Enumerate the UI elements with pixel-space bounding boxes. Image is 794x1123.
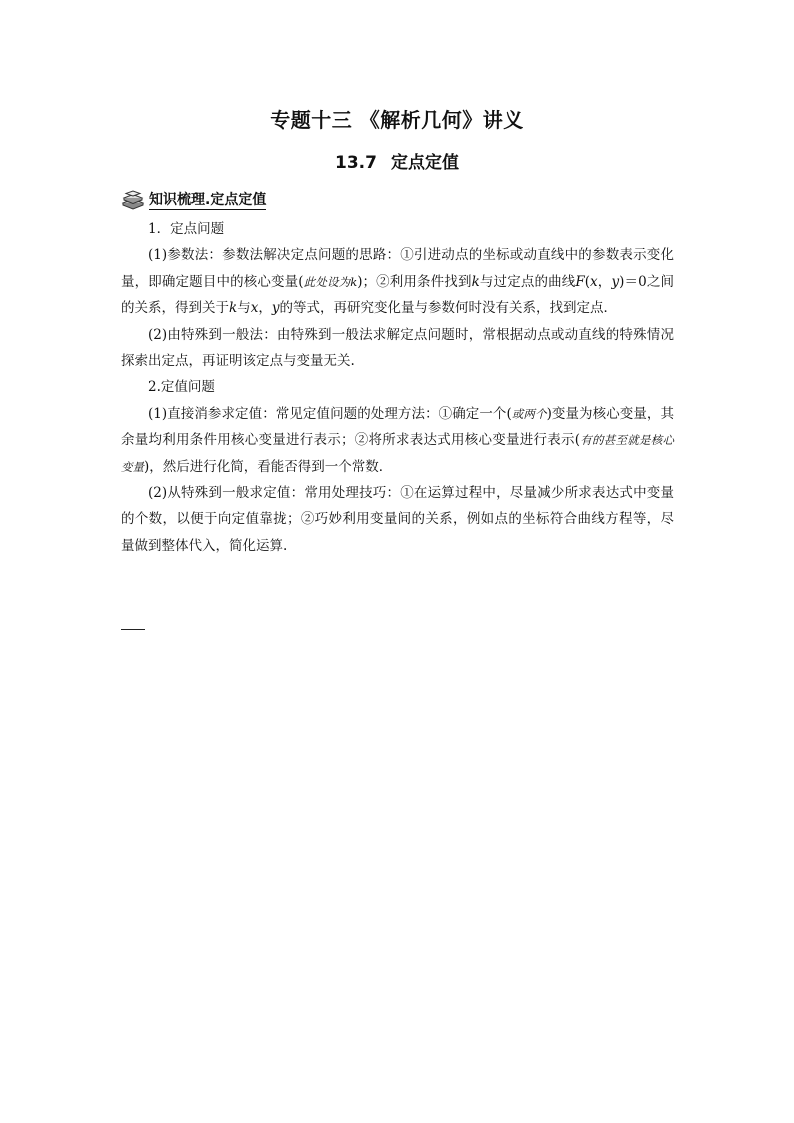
p1-text-head: (1)参数法：参数法解决定点问题的思路：①引进动点的坐标或动直线中的参数表示变化量，即确定题目中的核心变量(: [121, 247, 674, 290]
p1-and: 与: [237, 300, 251, 317]
paragraph-special-to-general: (2)由特殊到一般法：由特殊到一般法求解定点问题时，常根据动点或动直线的特殊情况探索出定点，再证明该定点与变量无关.: [121, 326, 674, 370]
knowledge-header: [121, 189, 266, 211]
paragraph-parameter-method: [121, 242, 674, 321]
end-rule: [121, 629, 145, 630]
p1-var-y: y: [611, 273, 620, 290]
heading-fixed-point: 1．定点问题: [148, 221, 225, 237]
p3-text-head: (1)直接消参求定值：常见定值问题的处理方法：①确定一个(: [148, 405, 512, 422]
heading-fixed-value: 2.定值问题: [148, 379, 215, 396]
p3-text-mid: )变量为核心变量，其余量均利用条件用核心变量进行表示；②将所求表达式用核心变量进行表示(: [121, 405, 674, 449]
stacked-books-icon: [121, 190, 145, 210]
p1-paren-open: (: [584, 273, 591, 290]
p1-var-k2: k: [229, 300, 238, 317]
document-title: 专题十三 《解析几何》讲义: [270, 108, 524, 132]
p1-var-x2: x: [250, 300, 259, 317]
document-body: [121, 216, 674, 559]
section-number: 13.7: [335, 153, 377, 173]
p1-comma2: ，: [258, 300, 272, 317]
paragraph-special-to-general-value: (2)从特殊到一般求定值：常用处理技巧：①在运算过程中，尽量减少所求表达式中变量的个数，以便于向定值靠拢；②巧妙利用变量间的关系，例如点的坐标符合曲线方程等，尽量做到整体代入，简化运算.: [121, 485, 674, 554]
p1-text-tail: 的等式，再研究变化量与参数何时没有关系，找到定点．: [279, 300, 617, 317]
p1-var-x: x: [590, 273, 598, 290]
p1-text-mid1: )；②利用条件找到: [357, 273, 472, 290]
p1-var-y2: y: [271, 300, 280, 317]
section-title: 定点定值: [390, 153, 459, 173]
p1-var-F: F: [575, 273, 585, 290]
p1-var-k: k: [471, 273, 480, 290]
p3-text-tail: )，然后进行化简，看能否得到一个常数．: [144, 458, 393, 475]
p1-comma: ，: [597, 273, 612, 290]
knowledge-label: 知识梳理.定点定值: [149, 191, 267, 208]
p1-text-mid2: 与过定点的曲线: [479, 273, 576, 290]
p1-paren-close: )＝0之间的关系，得到关于: [121, 273, 674, 317]
p3-note2: 有的甚至就是核心变量: [121, 433, 674, 474]
p3-note1: 或两个: [511, 406, 547, 421]
p1-note: 此处设为k: [303, 274, 358, 289]
paragraph-direct-elimination: [121, 401, 674, 480]
section-heading: [0, 148, 794, 173]
